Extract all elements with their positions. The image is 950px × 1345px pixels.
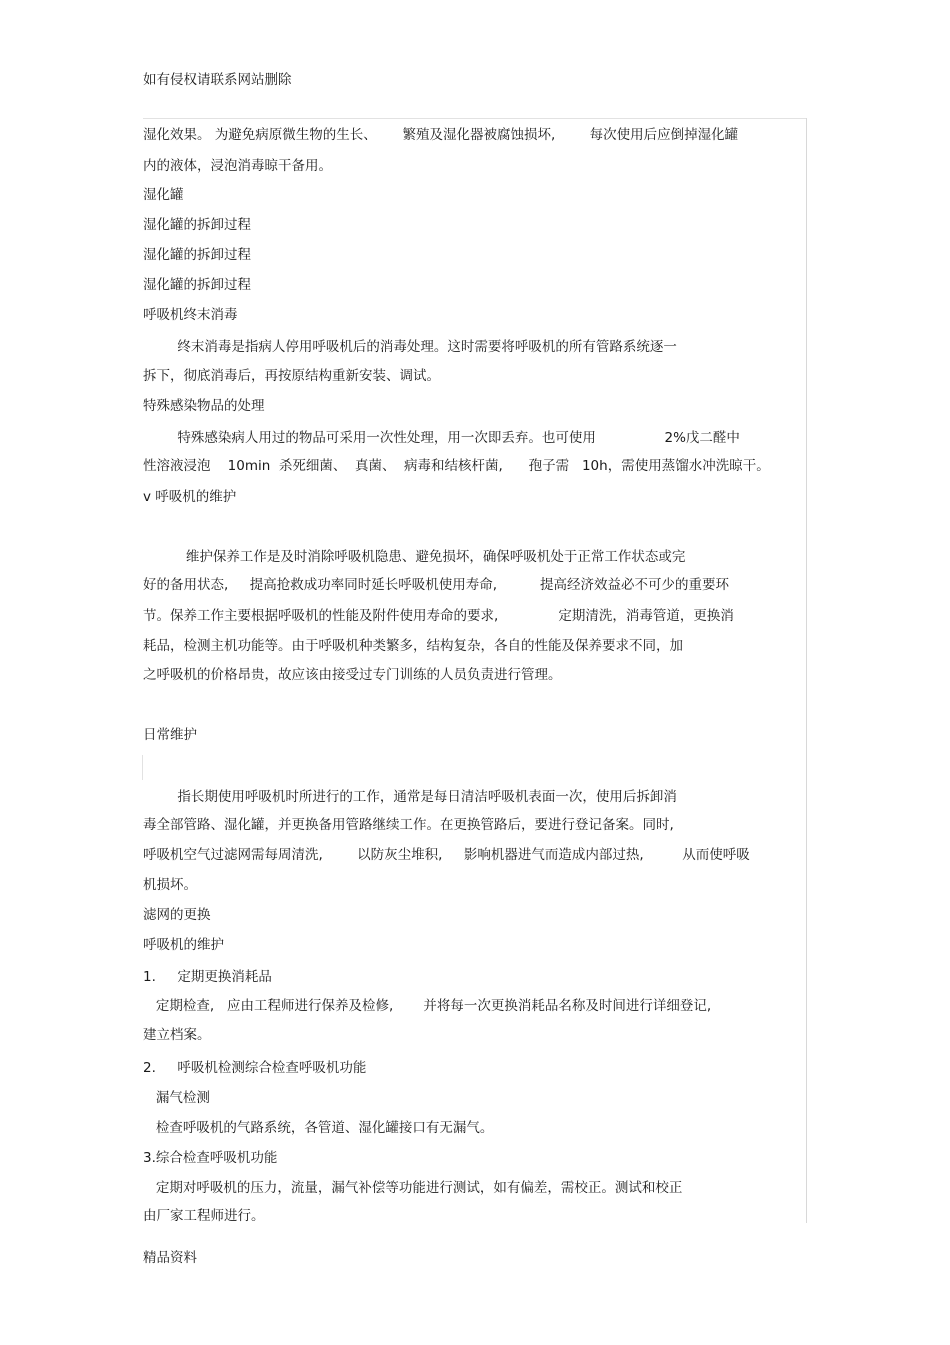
text-line: 性溶液浸泡 10min 杀死细菌、 真菌、 病毒和结核杆菌, 孢子需 10h，需使用蒸馏水冲洗晾干。	[143, 458, 770, 474]
heading: 湿化罐	[143, 187, 184, 203]
content-frame-left-mark	[142, 755, 143, 780]
text-line: 终末消毒是指病人停用呼吸机后的消毒处理。这时需要将呼吸机的所有管路系统逐一	[143, 339, 677, 355]
text-line: 呼吸机空气过滤网需每周清洗, 以防灰尘堆积, 影响机器进气而造成内部过热, 从而使呼吸	[143, 847, 750, 863]
text-line: 节。保养工作主要根据呼吸机的性能及附件使用寿命的要求, 定期清洗，消毒管道，更换消	[143, 608, 734, 624]
list-item: 2. 呼吸机检测综合检查呼吸机功能	[143, 1060, 367, 1076]
heading: 湿化罐的拆卸过程	[143, 247, 251, 263]
text-line: 由厂家工程师进行。	[143, 1208, 265, 1224]
text-line: 建立档案。	[143, 1027, 211, 1043]
text-line: 检查呼吸机的气路系统，各管道、湿化罐接口有无漏气。	[143, 1120, 494, 1136]
text-line: 之呼吸机的价格昂贵，故应该由接受过专门训练的人员负责进行管理。	[143, 667, 562, 683]
page-header: 如有侵权请联系网站删除	[143, 72, 292, 88]
text-line: 定期对呼吸机的压力，流量，漏气补偿等功能进行测试，如有偏差，需校正。测试和校正	[143, 1180, 683, 1196]
page-footer: 精品资料	[143, 1250, 197, 1266]
text-line: 毒全部管路、湿化罐，并更换备用管路继续工作。在更换管路后，要进行登记备案。同时,	[143, 817, 674, 833]
content-frame-right	[806, 118, 807, 1223]
text-line: 指长期使用呼吸机时所进行的工作，通常是每日清洁呼吸机表面一次，使用后拆卸消	[143, 789, 677, 805]
text-line: 好的备用状态, 提高抢救成功率同时延长呼吸机使用寿命, 提高经济效益必不可少的重要环	[143, 577, 729, 593]
heading: 漏气检测	[143, 1090, 210, 1106]
heading: 日常维护	[143, 727, 197, 743]
text-line: 机损坏。	[143, 877, 197, 893]
text-line: 拆下，彻底消毒后，再按原结构重新安装、调试。	[143, 368, 440, 384]
heading: 滤网的更换	[143, 907, 211, 923]
heading: 特殊感染物品的处理	[143, 398, 265, 414]
text-line: 耗品，检测主机功能等。由于呼吸机种类繁多，结构复杂，各自的性能及保养要求不同，加	[143, 638, 683, 654]
text-line: 特殊感染病人用过的物品可采用一次性处理，用一次即丢弃。也可使用 2%戊二醛中	[143, 430, 740, 446]
heading: 呼吸机终末消毒	[143, 307, 238, 323]
list-item: 3.综合检查呼吸机功能	[143, 1150, 278, 1166]
text-line: 维护保养工作是及时消除呼吸机隐患、避免损坏，确保呼吸机处于正常工作状态或完	[143, 549, 686, 565]
text-line: 定期检查, 应由工程师进行保养及检修, 并将每一次更换消耗品名称及时间进行详细登记,	[143, 998, 712, 1014]
text-line: 内的液体，浸泡消毒晾干备用。	[143, 158, 332, 174]
content-frame-top	[143, 118, 807, 119]
list-item: 1. 定期更换消耗品	[143, 969, 272, 985]
heading: 湿化罐的拆卸过程	[143, 217, 251, 233]
heading: 湿化罐的拆卸过程	[143, 277, 251, 293]
text-line: 湿化效果。 为避免病原微生物的生长、 繁殖及湿化器被腐蚀损坏, 每次使用后应倒掉湿化罐	[143, 127, 739, 143]
heading: v 呼吸机的维护	[143, 489, 237, 505]
heading: 呼吸机的维护	[143, 937, 224, 953]
